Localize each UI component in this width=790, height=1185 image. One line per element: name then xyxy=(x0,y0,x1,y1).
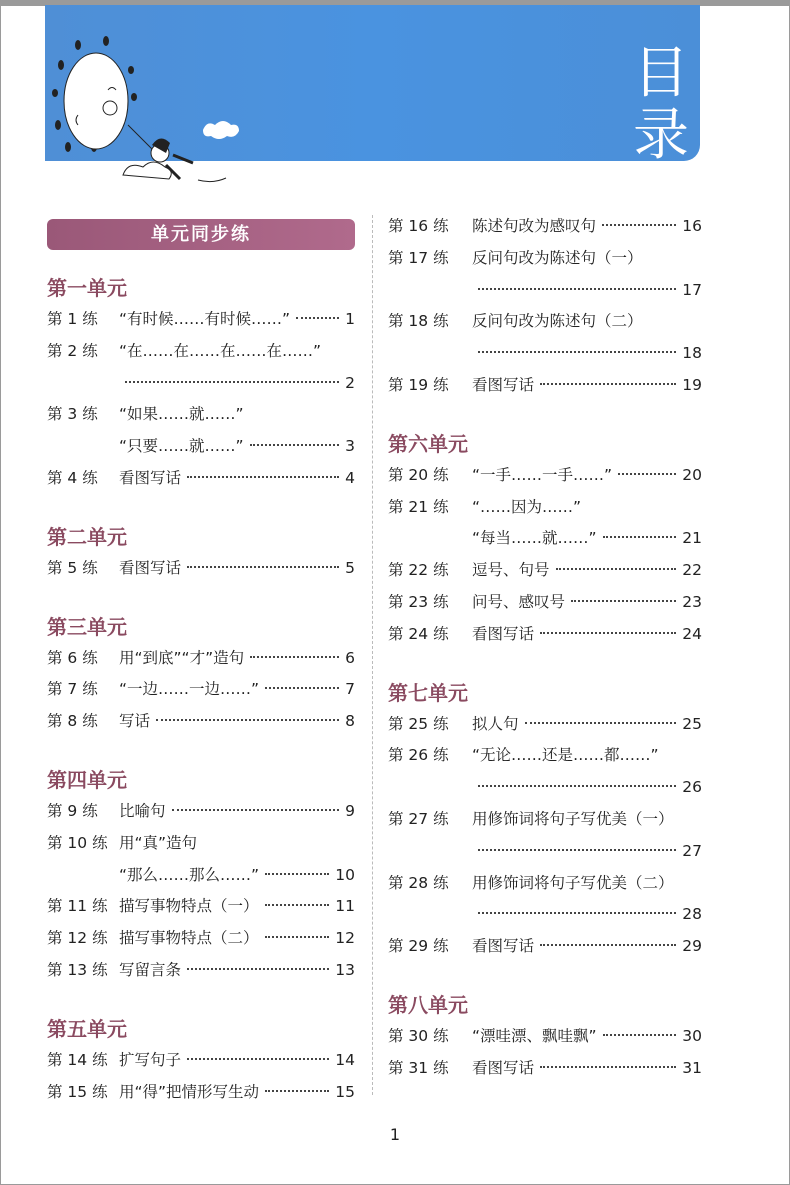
toc-entry[interactable] xyxy=(388,587,702,619)
entry-line xyxy=(47,891,355,923)
toc-entry[interactable] xyxy=(388,709,702,741)
exercise-title: 拟人句 xyxy=(472,714,519,733)
exercise-number: 第 28 练 xyxy=(388,873,449,892)
toc-entry[interactable] xyxy=(47,891,355,923)
entry-line xyxy=(388,804,702,836)
exercise-number: 第 7 练 xyxy=(47,680,98,699)
entry-line xyxy=(47,706,355,738)
entry-line xyxy=(388,492,702,524)
exercise-title: “……因为……” xyxy=(472,497,582,516)
page-ref: 22 xyxy=(682,561,702,580)
toc-right-column xyxy=(388,211,702,1085)
entry-line xyxy=(47,674,355,706)
exercise-number: 第 9 练 xyxy=(47,801,98,820)
exercise-title: 反问句改为陈述句（二） xyxy=(472,312,643,331)
page-ref: 15 xyxy=(335,1082,355,1101)
entry-line xyxy=(388,587,702,619)
exercise-title: 看图写话 xyxy=(119,468,182,487)
exercise-number: 第 15 练 xyxy=(47,1082,108,1101)
exercise-title: 比喻句 xyxy=(119,801,166,820)
toc-entry[interactable] xyxy=(47,399,355,463)
exercise-number: 第 17 练 xyxy=(388,248,449,267)
page-ref: 5 xyxy=(345,558,355,577)
exercise-number: 第 3 练 xyxy=(47,405,98,424)
page-ref: 29 xyxy=(682,937,702,956)
entry-line xyxy=(388,1053,702,1085)
exercise-number: 第 27 练 xyxy=(388,809,449,828)
dot-leader xyxy=(603,536,677,538)
dot-leader xyxy=(571,600,676,602)
exercise-number: 第 24 练 xyxy=(388,624,449,643)
entry-line xyxy=(388,836,702,868)
exercise-title: 看图写话 xyxy=(472,624,535,643)
toc-entry[interactable] xyxy=(388,868,702,932)
exercise-title: 用“到底”“才”造句 xyxy=(119,648,245,667)
entry-line xyxy=(47,643,355,675)
dot-leader xyxy=(602,224,676,226)
dot-leader xyxy=(265,1090,329,1092)
exercise-number: 第 18 练 xyxy=(388,312,449,331)
dot-leader xyxy=(478,912,676,914)
unit-heading: 第六单元 xyxy=(388,431,468,456)
dot-leader xyxy=(540,944,676,946)
entry-line xyxy=(47,1045,355,1077)
exercise-title: 扩写句子 xyxy=(119,1050,182,1069)
entry-line xyxy=(47,431,355,463)
section-banner: 单元同步练 xyxy=(47,219,355,250)
page-number: 1 xyxy=(389,1125,401,1144)
entry-line xyxy=(47,828,355,860)
exercise-number: 第 5 练 xyxy=(47,558,98,577)
page-ref: 9 xyxy=(345,801,355,820)
page-ref: 1 xyxy=(345,310,355,328)
dot-leader xyxy=(265,936,330,938)
toc-entry[interactable] xyxy=(47,304,355,336)
exercise-number: 第 12 练 xyxy=(47,929,108,948)
dot-leader xyxy=(478,288,676,290)
exercise-title: 用修饰词将句子写优美（二） xyxy=(472,873,674,892)
entry-line xyxy=(388,338,702,370)
toc-entry[interactable] xyxy=(47,796,355,828)
dot-leader xyxy=(172,809,339,811)
exercise-title: 逗号、句号 xyxy=(472,561,550,580)
exercise-title: “无论……还是……都……” xyxy=(472,746,659,765)
entry-line xyxy=(388,306,702,338)
exercise-number: 第 25 练 xyxy=(388,714,449,733)
exercise-number: 第 2 练 xyxy=(47,341,98,360)
dot-leader xyxy=(187,566,339,568)
toc-entry[interactable] xyxy=(47,463,355,495)
page-ref: 16 xyxy=(682,217,702,235)
page-ref: 4 xyxy=(345,468,355,487)
dot-leader xyxy=(265,687,339,689)
exercise-number: 第 21 练 xyxy=(388,497,449,516)
dot-leader xyxy=(478,785,676,787)
page-ref: 25 xyxy=(682,714,702,733)
page-ref: 17 xyxy=(682,280,702,299)
exercise-number: 第 26 练 xyxy=(388,746,449,765)
dot-leader xyxy=(250,656,339,658)
column-divider xyxy=(372,215,373,1095)
entry-line xyxy=(47,923,355,955)
page-ref: 26 xyxy=(682,778,702,797)
entry-line xyxy=(388,275,702,307)
toc-entry[interactable] xyxy=(388,740,702,804)
toc-entry[interactable] xyxy=(47,828,355,892)
entry-line xyxy=(388,370,702,402)
dot-leader xyxy=(540,1066,676,1068)
exercise-title: 用“得”把情形写生动 xyxy=(119,1082,260,1101)
exercise-title: 描写事物特点（一） xyxy=(119,897,259,916)
exercise-number: 第 11 练 xyxy=(47,897,108,916)
exercise-title: 写留言条 xyxy=(119,960,182,979)
entry-line xyxy=(47,796,355,828)
exercise-title: 看图写话 xyxy=(119,558,182,577)
toc-entry[interactable] xyxy=(47,336,355,400)
unit-heading: 第一单元 xyxy=(47,276,127,300)
toc-entry[interactable] xyxy=(47,1045,355,1077)
toc-entry[interactable] xyxy=(388,804,702,868)
dot-leader xyxy=(187,1058,329,1060)
exercise-title: “漂哇漂、飘哇飘” xyxy=(472,1026,597,1045)
page-ref: 31 xyxy=(682,1058,702,1077)
page-ref: 8 xyxy=(345,712,355,731)
exercise-title: 写话 xyxy=(119,712,151,731)
exercise-number: 第 13 练 xyxy=(47,960,108,979)
exercise-title: “只要……就……” xyxy=(119,437,244,456)
entry-line xyxy=(388,709,702,741)
page-ref: 3 xyxy=(345,437,355,456)
exercise-title: 用“真”造句 xyxy=(119,833,198,852)
exercise-number: 第 1 练 xyxy=(47,310,98,328)
exercise-number: 第 23 练 xyxy=(388,592,449,611)
exercise-title: “每当……就……” xyxy=(472,529,597,548)
exercise-title: 用修饰词将句子写优美（一） xyxy=(472,809,674,828)
page-ref: 2 xyxy=(345,373,355,392)
exercise-number: 第 22 练 xyxy=(388,561,449,580)
toc-entry[interactable] xyxy=(47,706,355,738)
unit-heading: 第五单元 xyxy=(47,1016,127,1041)
sun-girl-illustration xyxy=(48,35,258,185)
exercise-title: 看图写话 xyxy=(472,1058,535,1077)
entry-line xyxy=(388,740,702,772)
dot-leader xyxy=(125,381,339,383)
exercise-number: 第 10 练 xyxy=(47,833,108,852)
exercise-number: 第 19 练 xyxy=(388,375,449,394)
dot-leader xyxy=(187,968,329,970)
entry-line xyxy=(47,1077,355,1109)
toc-entry[interactable] xyxy=(47,674,355,706)
toc-entry[interactable] xyxy=(47,643,355,675)
dot-leader xyxy=(187,476,339,478)
page-ref: 6 xyxy=(345,648,355,667)
page-title: 目录 xyxy=(633,41,689,168)
entry-line xyxy=(47,368,355,400)
page-ref: 27 xyxy=(682,841,702,860)
exercise-number: 第 6 练 xyxy=(47,648,98,667)
exercise-number: 第 16 练 xyxy=(388,217,449,235)
entry-line xyxy=(47,336,355,368)
entry-line xyxy=(47,304,355,336)
entry-line xyxy=(388,243,702,275)
dot-leader xyxy=(478,351,676,353)
toc-entry[interactable] xyxy=(388,370,702,402)
dot-leader xyxy=(603,1034,677,1036)
exercise-title: “一边……一边……” xyxy=(119,680,260,699)
page-ref: 14 xyxy=(335,1050,355,1069)
dot-leader xyxy=(250,444,339,446)
page-ref: 18 xyxy=(682,344,702,363)
exercise-title: “在……在……在……在……” xyxy=(119,341,322,360)
exercise-title: 看图写话 xyxy=(472,375,535,394)
page-ref: 19 xyxy=(682,375,702,394)
exercise-title: 陈述句改为感叹句 xyxy=(472,217,597,235)
entry-line xyxy=(47,553,355,585)
entry-line xyxy=(388,555,702,587)
dot-leader xyxy=(540,632,676,634)
dot-leader xyxy=(265,904,330,906)
toc-entry[interactable] xyxy=(388,211,702,243)
page-ref: 13 xyxy=(335,960,355,979)
entry-line xyxy=(47,399,355,431)
toc-entry[interactable] xyxy=(388,555,702,587)
toc-entry[interactable] xyxy=(47,553,355,585)
exercise-number: 第 8 练 xyxy=(47,712,98,731)
page-ref: 30 xyxy=(682,1026,702,1045)
exercise-title: 反问句改为陈述句（一） xyxy=(472,248,643,267)
exercise-title: 问号、感叹号 xyxy=(472,592,566,611)
entry-line xyxy=(47,463,355,495)
dot-leader xyxy=(478,849,676,851)
toc-entry[interactable] xyxy=(47,923,355,955)
entry-line xyxy=(388,899,702,931)
toc-entry[interactable] xyxy=(388,243,702,307)
dot-leader xyxy=(296,317,339,319)
page-ref: 21 xyxy=(682,529,702,548)
entry-line xyxy=(388,619,702,651)
entry-line xyxy=(47,860,355,892)
entry-line xyxy=(388,868,702,900)
exercise-number: 第 4 练 xyxy=(47,468,98,487)
toc-entry[interactable] xyxy=(388,306,702,370)
exercise-title: 描写事物特点（二） xyxy=(119,929,259,948)
dot-leader xyxy=(618,473,676,475)
exercise-title: 看图写话 xyxy=(472,937,535,956)
exercise-title: “如果……就……” xyxy=(119,405,244,424)
entry-line xyxy=(47,955,355,987)
dot-leader xyxy=(556,568,677,570)
dot-leader xyxy=(156,719,339,721)
entry-line xyxy=(388,772,702,804)
entry-line xyxy=(388,523,702,555)
page-ref: 7 xyxy=(345,680,355,699)
toc-entry[interactable] xyxy=(388,1021,702,1053)
unit-heading: 第三单元 xyxy=(47,614,127,639)
unit-heading: 第二单元 xyxy=(47,524,127,549)
exercise-title: “那么……那么……” xyxy=(119,865,260,884)
page-ref: 28 xyxy=(682,905,702,924)
entry-line xyxy=(388,460,702,492)
unit-heading: 第八单元 xyxy=(388,992,468,1017)
exercise-number: 第 14 练 xyxy=(47,1050,108,1069)
entry-line xyxy=(388,931,702,963)
page-ref: 20 xyxy=(682,465,702,484)
page-ref: 10 xyxy=(335,865,355,884)
page-ref: 12 xyxy=(335,929,355,948)
toc-entry[interactable] xyxy=(388,492,702,556)
exercise-number: 第 31 练 xyxy=(388,1058,449,1077)
entry-line xyxy=(388,211,702,243)
page-ref: 11 xyxy=(335,897,355,916)
exercise-title: “一手……一手……” xyxy=(472,465,613,484)
page-ref: 24 xyxy=(682,624,702,643)
entry-line xyxy=(388,1021,702,1053)
page-ref: 23 xyxy=(682,592,702,611)
dot-leader xyxy=(265,873,329,875)
dot-leader xyxy=(525,722,677,724)
exercise-number: 第 30 练 xyxy=(388,1026,449,1045)
exercise-title: “有时候……有时候……” xyxy=(119,310,291,328)
toc-left-column xyxy=(47,219,355,1108)
exercise-number: 第 20 练 xyxy=(388,465,449,484)
dot-leader xyxy=(540,383,676,385)
toc-entry[interactable] xyxy=(388,460,702,492)
exercise-number: 第 29 练 xyxy=(388,937,449,956)
toc-entry[interactable] xyxy=(388,1053,702,1085)
unit-heading: 第四单元 xyxy=(47,767,127,792)
toc-entry[interactable] xyxy=(388,931,702,963)
unit-heading: 第七单元 xyxy=(388,680,468,705)
toc-entry[interactable] xyxy=(388,619,702,651)
toc-entry[interactable] xyxy=(47,955,355,987)
toc-entry[interactable] xyxy=(47,1077,355,1109)
